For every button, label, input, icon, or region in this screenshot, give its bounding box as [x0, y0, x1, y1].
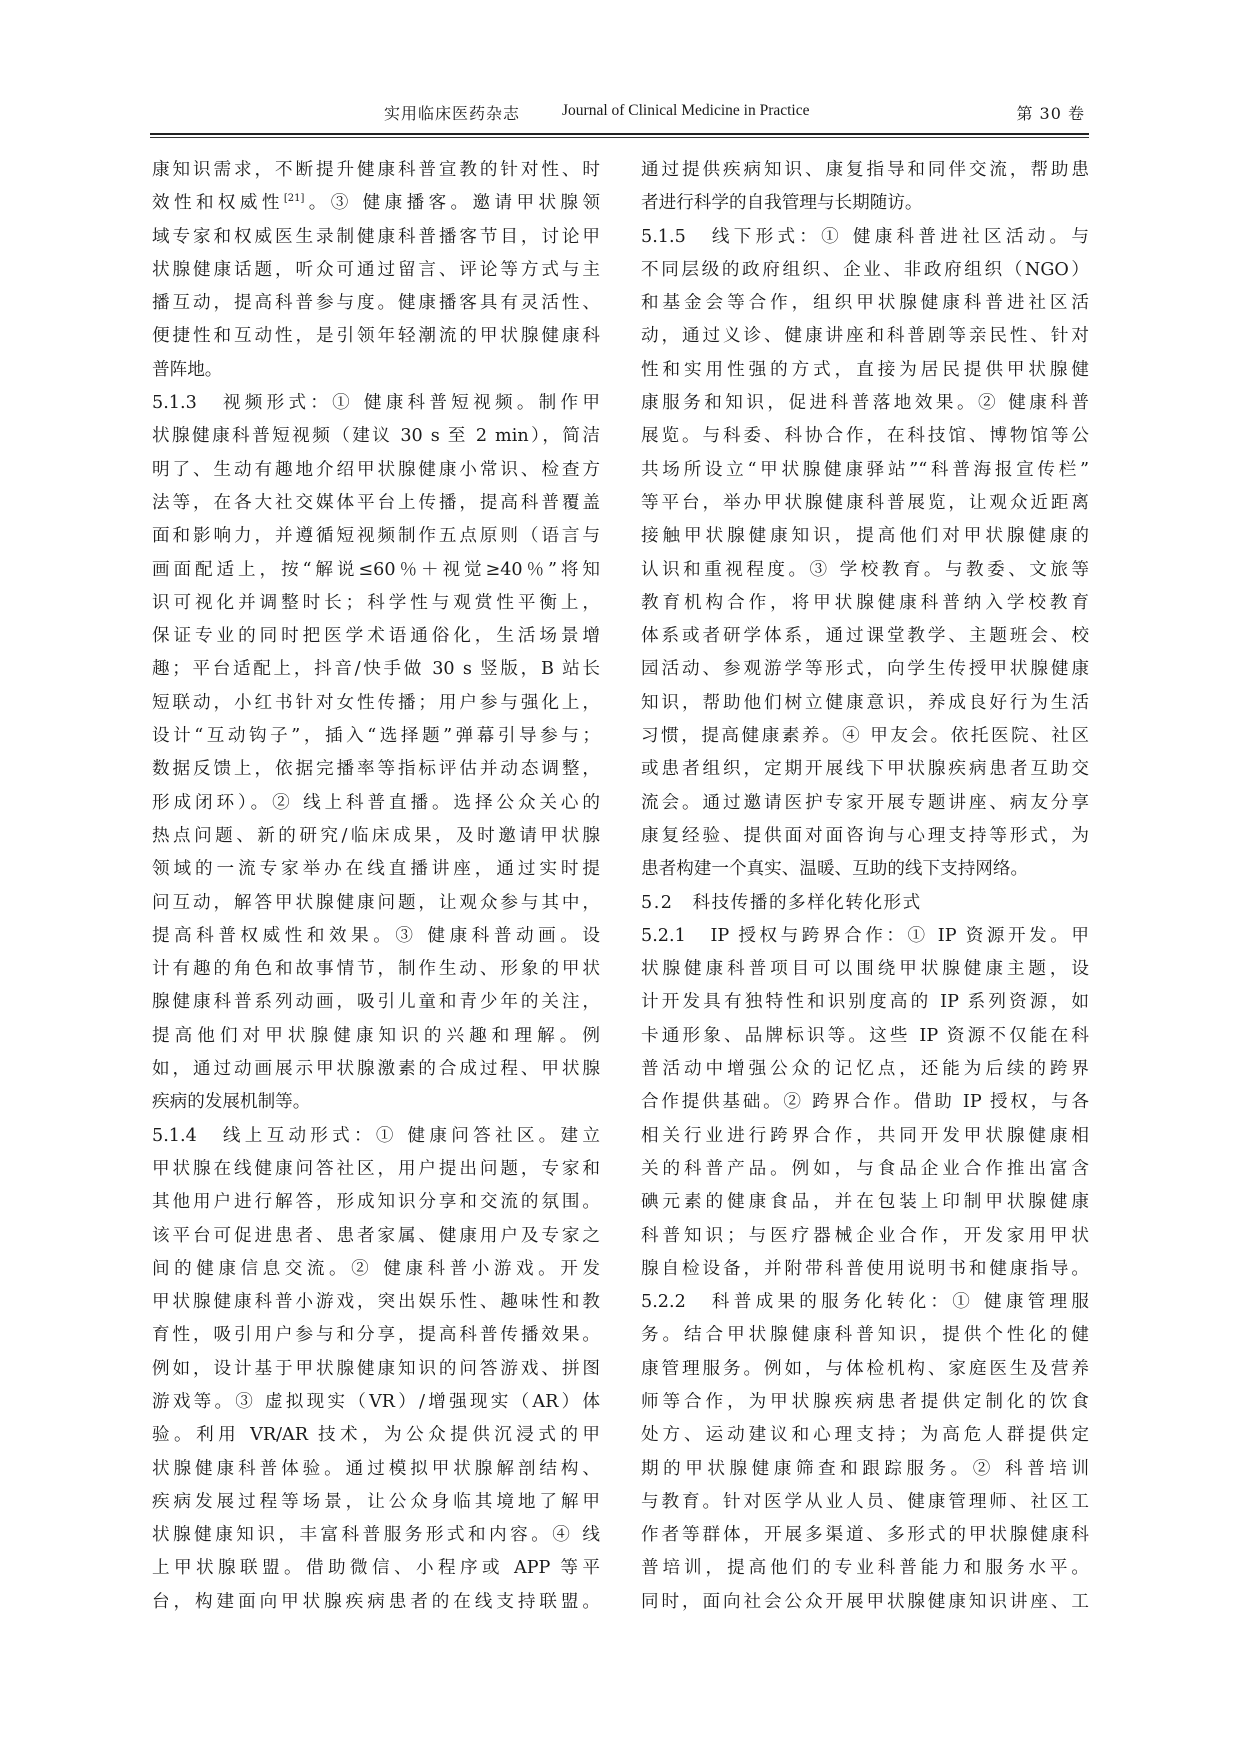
text-line: 等平台，举办甲状腺健康科普展览，让观众近距离 [641, 492, 1089, 513]
text-line: 普培训，提高他们的专业科普能力和服务水平。 [641, 1558, 1089, 1579]
right-column [641, 154, 1089, 1619]
text-line: 播互动，提高科普参与度。健康播客具有灵活性、 [152, 293, 600, 314]
text-line: 腺健康科普系列动画，吸引儿童和青少年的关注， [152, 992, 600, 1013]
text-line: 务。结合甲状腺健康科普知识，提供个性化的健 [641, 1325, 1089, 1346]
text-line: 普阵地。 [152, 359, 223, 380]
section-heading-5-2-1: 5.2.1 IP 授权与跨界合作：① IP 资源开发。甲 [641, 925, 1089, 946]
section-heading-text: 5.2 科技传播的多样化转化形式 [641, 892, 922, 913]
text-line: 例如，设计基于甲状腺健康知识的问答游戏、拼图 [152, 1358, 600, 1379]
text-line: 明了、生动有趣地介绍甲状腺健康小常识、检查方 [152, 459, 600, 480]
text-line: 期的甲状腺健康筛查和跟踪服务。② 科普培训 [641, 1458, 1089, 1479]
text-line: 热点问题、新的研究/临床成果，及时邀请甲状腺 [152, 825, 600, 846]
section-heading-5-2 [641, 887, 1089, 920]
text-line: 域专家和权威医生录制健康科普播客节目，讨论甲 [152, 226, 600, 247]
text-line: 不同层级的政府组织、企业、非政府组织（NGO） [641, 259, 1089, 280]
text-line: 面和影响力，并遵循短视频制作五点原则（语言与 [152, 526, 600, 547]
citation-ref: [21] [283, 193, 305, 205]
text-line: 康管理服务。例如，与体检机构、家庭医生及营养 [641, 1358, 1089, 1379]
text-line: 园活动、参观游学等形式，向学生传授甲状腺健康 [641, 659, 1089, 680]
text-line: 康服务和知识，促进科普落地效果。② 健康科普 [641, 393, 1089, 414]
text-line: 疾病发展过程等场景，让公众身临其境地了解甲 [152, 1491, 600, 1512]
text-line: 作者等群体，开展多渠道、多形式的甲状腺健康科 [641, 1525, 1089, 1546]
text-line: 验。利用 VR/AR 技术，为公众提供沉浸式的甲 [152, 1425, 600, 1446]
text-line [152, 187, 600, 220]
text-line: 疾病的发展机制等。 [152, 1092, 311, 1113]
text-line: 识可视化并调整时长；科学性与观赏性平衡上， [152, 592, 600, 613]
text-line: 数据反馈上，依据完播率等指标评估并动态调整， [152, 759, 600, 780]
text-line: 状腺健康科普体验。通过模拟甲状腺解剖结构、 [152, 1458, 600, 1479]
text-line: 碘元素的健康食品，并在包装上印制甲状腺健康 [641, 1192, 1089, 1213]
text-line: 便捷性和互动性，是引领年轻潮流的甲状腺健康科 [152, 326, 600, 347]
text-line: 认识和重视程度。③ 学校教育。与教委、文旅等 [641, 559, 1089, 580]
text-line: 与教育。针对医学从业人员、健康管理师、社区工 [641, 1491, 1089, 1512]
text-line: 间的健康信息交流。② 健康科普小游戏。开发 [152, 1258, 600, 1279]
text-line: 腺自检设备，并附带科普使用说明书和健康指导。 [641, 1258, 1089, 1279]
text-line: 科普知识；与医疗器械企业合作，开发家用甲状 [641, 1225, 1089, 1246]
text-line: 游戏等。③ 虚拟现实（VR）/增强现实（AR）体 [152, 1391, 600, 1412]
text-line: 通过提供疾病知识、康复指导和同伴交流，帮助患 [641, 160, 1089, 180]
text-line: 教育机构合作，将甲状腺健康科普纳入学校教育 [641, 592, 1089, 613]
text-line: 状腺健康科普项目可以围绕甲状腺健康主题，设 [641, 959, 1089, 980]
text-line: 关的科普产品。例如，与食品企业合作推出富含 [641, 1158, 1089, 1179]
text-line: 同时，面向社会公众开展甲状腺健康知识讲座、工 [641, 1591, 1089, 1612]
text-line: 形成闭环）。② 线上科普直播。选择公众关心的 [152, 792, 600, 813]
text-line: 展览。与科委、科协合作，在科技馆、博物馆等公 [641, 426, 1089, 447]
text-line: 体系或者研学体系，通过课堂教学、主题班会、校 [641, 626, 1089, 647]
text-line: 习惯，提高健康素养。④ 甲友会。依托医院、社区 [641, 726, 1089, 747]
text-line: 共场所设立“甲状腺健康驿站”“科普海报宣传栏” [641, 459, 1089, 480]
text-line: 师等合作，为甲状腺疾病患者提供定制化的饮食 [641, 1391, 1089, 1412]
text-line: 患者构建一个真实、温暖、互助的线下支持网络。 [641, 859, 1029, 880]
text-line: 领域的一流专家举办在线直播讲座，通过实时提 [152, 859, 600, 880]
text-line: 保证专业的同时把医学术语通俗化，生活场景增 [152, 626, 600, 647]
text-run: 。③ 健康播客。邀请甲状腺领 [304, 193, 600, 214]
text-line: 计有趣的角色和故事情节，制作生动、形象的甲状 [152, 959, 600, 980]
text-line: 普活动中增强公众的记忆点，还能为后续的跨界 [641, 1059, 1089, 1080]
text-line: 画面配适上，按“解说≤60％＋视觉≥40％”将知 [152, 559, 600, 580]
journal-title-en: Journal of Clinical Medicine in Practice [562, 102, 810, 119]
text-line: 如，通过动画展示甲状腺激素的合成过程、甲状腺 [152, 1059, 600, 1080]
text-line: 该平台可促进患者、患者家属、健康用户及专家之 [152, 1225, 600, 1246]
text-line: 性和实用性强的方式，直接为居民提供甲状腺健 [641, 359, 1089, 380]
text-line: 接触甲状腺健康知识，提高他们对甲状腺健康的 [641, 526, 1089, 547]
text-line: 流会。通过邀请医护专家开展专题讲座、病友分享 [641, 792, 1089, 813]
volume-label: 第 30 卷 [1016, 104, 1085, 123]
text-line: 育性，吸引用户参与和分享，提高科普传播效果。 [152, 1325, 600, 1346]
text-line: 状腺健康科普短视频（建议 30 s 至 2 min），简洁 [152, 426, 600, 447]
text-line: 康复经验、提供面对面咨询与心理支持等形式，为 [641, 825, 1089, 846]
text-line: 处方、运动建议和心理支持；为高危人群提供定 [641, 1425, 1089, 1446]
section-heading-5-2-2: 5.2.2 科普成果的服务化转化：① 健康管理服 [641, 1292, 1089, 1313]
section-heading-5-1-5: 5.1.5 线下形式：① 健康科普进社区活动。与 [641, 226, 1089, 247]
text-line: 其他用户进行解答，形成知识分享和交流的氛围。 [152, 1192, 600, 1213]
header-rule-thick [150, 133, 1089, 135]
text-run: 效性和权威性 [152, 193, 284, 214]
text-line: 者进行科学的自我管理与长期随访。 [641, 193, 923, 214]
text-line: 卡通形象、品牌标识等。这些 IP 资源不仅能在科 [641, 1025, 1089, 1046]
text-line: 上甲状腺联盟。借助微信、小程序或 APP 等平 [152, 1558, 600, 1579]
text-line: 康知识需求，不断提升健康科普宣教的针对性、时 [152, 160, 600, 180]
section-heading-5-1-4: 5.1.4 线上互动形式：① 健康问答社区。建立 [152, 1125, 600, 1146]
journal-title-cn: 实用临床医药杂志 [384, 104, 521, 123]
text-line: 和基金会等合作，组织甲状腺健康科普进社区活 [641, 293, 1089, 314]
text-line: 状腺健康知识，丰富科普服务形式和内容。④ 线 [152, 1525, 600, 1546]
text-line: 设计“互动钩子”，插入“选择题”弹幕引导参与； [152, 726, 600, 747]
text-line: 动，通过义诊、健康讲座和科普剧等亲民性、针对 [641, 326, 1089, 347]
text-line: 计开发具有独特性和识别度高的 IP 系列资源，如 [641, 992, 1089, 1013]
left-column [152, 154, 600, 1619]
text-line: 台，构建面向甲状腺疾病患者的在线支持联盟。 [152, 1591, 600, 1612]
text-line: 甲状腺在线健康问答社区，用户提出问题，专家和 [152, 1158, 600, 1179]
text-line: 提高科普权威性和效果。③ 健康科普动画。设 [152, 925, 600, 946]
text-line: 提高他们对甲状腺健康知识的兴趣和理解。例 [152, 1025, 600, 1046]
text-line: 短联动，小红书针对女性传播；用户参与强化上， [152, 692, 600, 713]
text-line: 或患者组织，定期开展线下甲状腺疾病患者互助交 [641, 759, 1089, 780]
text-line: 合作提供基础。② 跨界合作。借助 IP 授权，与各 [641, 1092, 1089, 1113]
text-line: 甲状腺健康科普小游戏，突出娱乐性、趣味性和教 [152, 1292, 600, 1313]
header-rule-thin [150, 137, 1089, 138]
running-header [152, 101, 1087, 129]
text-line: 状腺健康话题，听众可通过留言、评论等方式与主 [152, 259, 600, 280]
text-line: 相关行业进行跨界合作，共同开发甲状腺健康相 [641, 1125, 1089, 1146]
text-line: 知识，帮助他们树立健康意识，养成良好行为生活 [641, 692, 1089, 713]
text-line: 法等，在各大社交媒体平台上传播，提高科普覆盖 [152, 492, 600, 513]
section-heading-5-1-3: 5.1.3 视频形式：① 健康科普短视频。制作甲 [152, 393, 600, 414]
text-line: 问互动，解答甲状腺健康问题，让观众参与其中， [152, 892, 600, 913]
text-line: 趣；平台适配上，抖音/快手做 30 s 竖版，B 站长 [152, 659, 600, 680]
